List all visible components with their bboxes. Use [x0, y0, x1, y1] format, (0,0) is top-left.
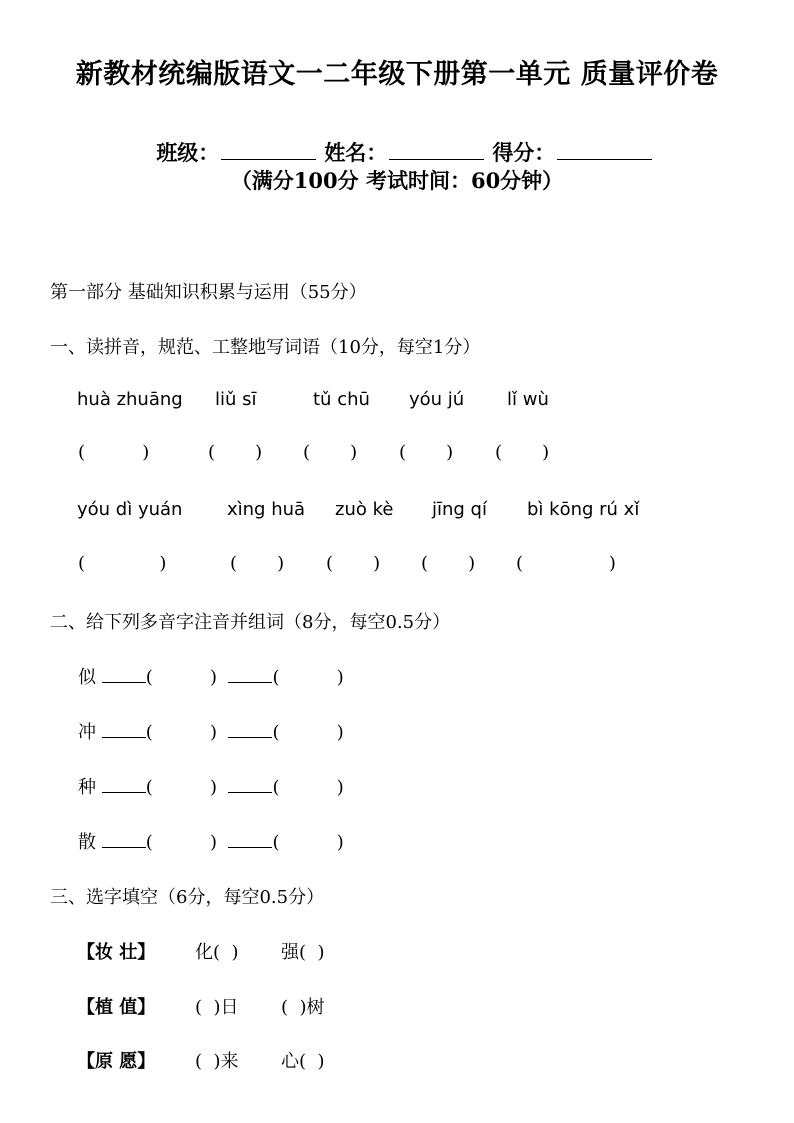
- class-label: 班级：: [156, 140, 220, 165]
- q3-blank-3b[interactable]: 心( ): [281, 1051, 325, 1072]
- student-info-line: [0, 112, 794, 167]
- score-field[interactable]: [557, 141, 652, 160]
- q2-pinyin-blank[interactable]: [102, 831, 146, 848]
- q1-answer-box-10[interactable]: ( ): [516, 553, 616, 574]
- q1-answer-box-5[interactable]: ( ): [495, 442, 550, 463]
- q2-pinyin-blank[interactable]: [102, 776, 146, 793]
- q2-item-4: 散 ( ) ( ): [78, 832, 344, 853]
- q1-pinyin-2: liǔ sī: [215, 389, 257, 410]
- q1-pinyin-4: yóu jú: [409, 389, 465, 410]
- q1-heading: 一、读拼音，规范、工整地写词语（10分，每空1分）: [50, 337, 481, 358]
- q1-pinyin-7: xìng huā: [227, 499, 306, 520]
- q2-char: 种: [78, 777, 96, 798]
- part1-heading: 第一部分 基础知识积累与运用（55分）: [50, 282, 367, 303]
- q1-pinyin-9: jīng qí: [432, 499, 487, 520]
- q2-pinyin-blank[interactable]: [228, 721, 272, 738]
- name-field[interactable]: [389, 141, 484, 160]
- q1-pinyin-6: yóu dì yuán: [77, 499, 183, 520]
- q2-pinyin-blank[interactable]: [102, 666, 146, 683]
- q2-heading: 二、给下列多音字注音并组词（8分，每空0.5分）: [50, 612, 451, 633]
- class-field[interactable]: [221, 141, 316, 160]
- q1-pinyin-3: tǔ chū: [313, 389, 370, 410]
- q1-answer-box-8[interactable]: ( ): [326, 553, 381, 574]
- q2-item-2: 冲 ( ) ( ): [78, 722, 344, 743]
- q2-pinyin-blank[interactable]: [228, 776, 272, 793]
- q1-answer-box-1[interactable]: ( ): [78, 442, 150, 463]
- q2-char: 散: [78, 832, 96, 853]
- q2-char: 冲: [78, 722, 96, 743]
- q3-blank-1a[interactable]: 化( ): [195, 942, 239, 963]
- q3-blank-3a[interactable]: ( )来: [195, 1051, 239, 1072]
- q1-answer-box-9[interactable]: ( ): [421, 553, 476, 574]
- q2-item-1: 似 ( ) ( ): [78, 667, 344, 688]
- name-label: 姓名：: [324, 140, 388, 165]
- exam-note: （满分100分 考试时间：60分钟）: [230, 168, 564, 193]
- q1-answer-box-2[interactable]: ( ): [208, 442, 263, 463]
- q2-item-3: 种 ( ) ( ): [78, 777, 344, 798]
- q1-answer-box-4[interactable]: ( ): [399, 442, 454, 463]
- q3-blank-1b[interactable]: 强( ): [281, 942, 325, 963]
- q1-pinyin-1: huà zhuāng: [77, 389, 183, 410]
- q2-pinyin-blank[interactable]: [102, 721, 146, 738]
- q1-pinyin-10: bì kōng rú xǐ: [527, 499, 640, 520]
- q1-pinyin-5: lǐ wù: [507, 389, 549, 410]
- q3-group-2: 【植 值】: [77, 997, 156, 1018]
- q1-answer-box-7[interactable]: ( ): [230, 553, 285, 574]
- q2-pinyin-blank[interactable]: [228, 666, 272, 683]
- q3-group-3: 【原 愿】: [77, 1051, 156, 1072]
- q3-blank-2a[interactable]: ( )日: [195, 997, 239, 1018]
- q1-pinyin-8: zuò kè: [335, 499, 394, 520]
- q2-pinyin-blank[interactable]: [228, 831, 272, 848]
- q2-char: 似: [78, 667, 96, 688]
- score-label: 得分：: [492, 140, 556, 165]
- q3-heading: 三、选字填空（6分，每空0.5分）: [50, 887, 325, 908]
- page-title: 新教材统编版语文一二年级下册第一单元 质量评价卷: [75, 59, 719, 90]
- q1-answer-box-6[interactable]: ( ): [78, 553, 167, 574]
- q3-blank-2b[interactable]: ( )树: [281, 997, 325, 1018]
- q3-group-1: 【妆 壮】: [77, 942, 156, 963]
- q1-answer-box-3[interactable]: ( ): [303, 442, 358, 463]
